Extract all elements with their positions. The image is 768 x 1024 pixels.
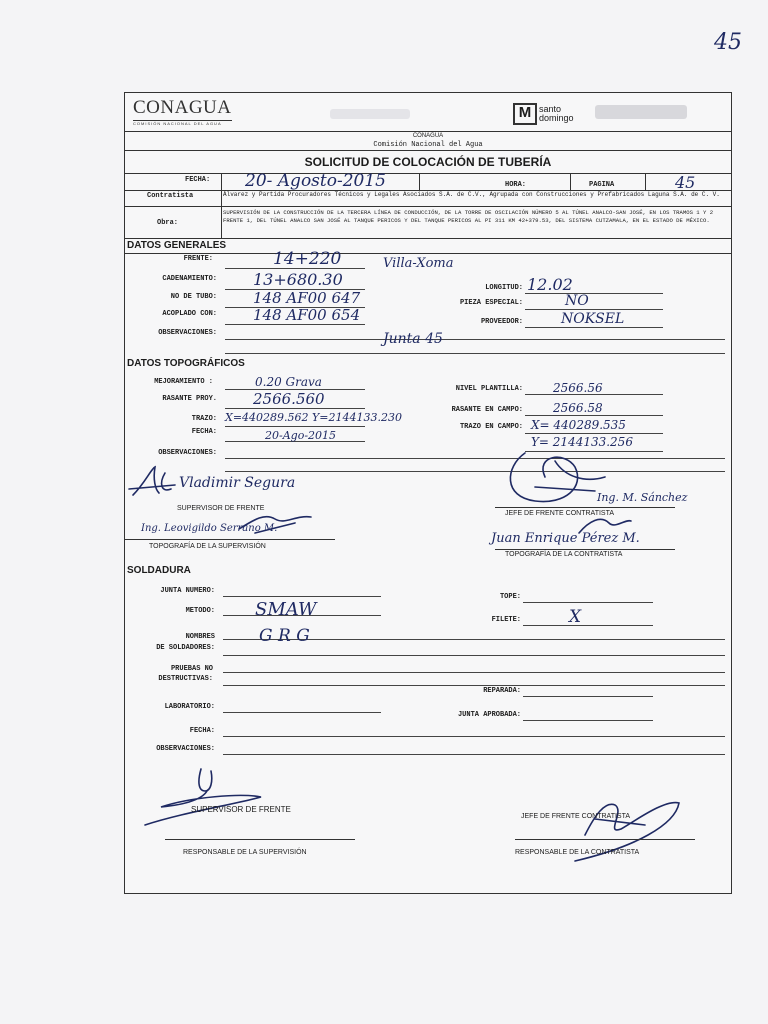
logo-line2: domingo xyxy=(539,113,574,123)
responsable-contratista: RESPONSABLE DE LA CONTRATISTA xyxy=(515,849,640,856)
signature-vladimir xyxy=(125,463,185,503)
fecha-value: 20- Agosto-2015 xyxy=(245,171,386,191)
form-title: SOLICITUD DE COLOCACIÓN DE TUBERÍA xyxy=(304,155,552,169)
nivel-value: 2566.56 xyxy=(553,381,603,395)
page-number: 45 xyxy=(714,30,742,55)
nombres-label-1: NOMBRES xyxy=(185,633,215,641)
filete-value: X xyxy=(569,607,582,627)
jefe-frente-role-2: JEFE DE FRENTE CONTRATISTA xyxy=(521,813,631,820)
pagina-label: PAGINA xyxy=(589,181,615,189)
signature-topografia-supervision xyxy=(235,509,315,539)
datos-topograficos-title: DATOS TOPOGRÁFICOS xyxy=(127,358,245,369)
trazo-value: X=440289.562 Y=2144133.230 xyxy=(225,411,402,424)
acoplado-value: 148 AF00 654 xyxy=(253,306,361,324)
cadenamiento-value: 13+680.30 xyxy=(253,270,343,289)
rasante-prov-label: RASANTE PROY. xyxy=(162,395,217,403)
datos-generales-title: DATOS GENERALES xyxy=(127,240,227,251)
jefe-frente-name: Ing. M. Sánchez xyxy=(597,491,688,504)
rasante-prov-value: 2566.560 xyxy=(253,390,325,408)
fecha-topo-value: 20-Ago-2015 xyxy=(265,429,337,442)
contratista-label: Contratista xyxy=(147,192,194,200)
mejoramiento-label: MEJORAMIENTO : xyxy=(154,378,213,386)
topografia-name-1: Ing. Leovigildo Serrano M. xyxy=(141,523,278,534)
longitud-label: LONGITUD: xyxy=(485,284,523,292)
supervisor-name-1: Vladimir Segura xyxy=(179,475,296,491)
metodo-value: SMAW xyxy=(255,599,317,620)
reparada-label: REPARADA: xyxy=(483,687,521,695)
no-tubo-label: NO DE TUBO: xyxy=(170,293,217,301)
metodo-label: METODO: xyxy=(185,607,215,615)
proveedor-value: NOKSEL xyxy=(561,311,625,327)
soldadura-title: SOLDADURA xyxy=(127,565,191,576)
nombres-label-2: DE SOLDADORES: xyxy=(156,644,215,652)
trazo-campo-y: Y= 2144133.256 xyxy=(531,435,633,449)
responsable-supervision: RESPONSABLE DE LA SUPERVISIÓN xyxy=(183,849,307,856)
obra-value: SUPERVISIÓN DE LA CONSTRUCCIÓN DE LA TERCERA LÍNEA DE CONDUCCIÓN, DE LA TORRE DE OSCILACIÓN NÚMERO 5 AL TÚNEL ANALCO-SAN JOSÉ, EN LOS TRAMOS 1 Y 2 FRENTE 1, DEL TÚNEL ANALCO SAN JOSÉ AL TANQUE PERICOS Y DEL TANQUE PERICOS AL PI 311 KM 42+379.53, DEL SISTEMA CUTZAMALA, EN EL ESTADO DE MÉXICO. xyxy=(223,209,714,224)
nombres-value: G R G xyxy=(259,626,310,646)
proveedor-label: PROVEEDOR: xyxy=(480,318,523,326)
topografia-role-1: TOPOGRAFÍA DE LA SUPERVISIÓN xyxy=(149,543,266,550)
signature-supervisor-2 xyxy=(141,761,271,831)
observaciones-label-1: OBSERVACIONES: xyxy=(158,329,217,337)
observaciones-label-3: OBSERVACIONES: xyxy=(156,745,215,753)
fecha-label: FECHA: xyxy=(185,176,211,184)
pruebas-label-1: PRUEBAS NO xyxy=(170,665,213,673)
pieza-label: PIEZA ESPECIAL: xyxy=(459,299,523,307)
laboratorio-label: LABORATORIO: xyxy=(164,703,215,711)
fecha-topo-label: FECHA: xyxy=(191,428,217,436)
obra-label: Obra: xyxy=(157,219,179,227)
pagina-value: 45 xyxy=(675,173,696,192)
observaciones-label-2: OBSERVACIONES: xyxy=(158,449,217,457)
pruebas-label-2: DESTRUCTIVAS: xyxy=(158,675,213,683)
logo-line1: santo xyxy=(539,104,562,114)
supervisor-role-2: SUPERVISOR DE FRENTE xyxy=(191,805,291,814)
cadenamiento-label: CADENAMIENTO: xyxy=(162,275,217,283)
rasante-campo-label: RASANTE EN CAMPO: xyxy=(451,406,523,414)
frente-value: 14+220 xyxy=(273,249,342,269)
mejoramiento-value: 0.20 Grava xyxy=(255,375,322,389)
form-sheet xyxy=(124,92,732,894)
logo-subtitle: COMISIÓN NACIONAL DEL AGUA xyxy=(133,120,232,126)
nivel-label: NIVEL PLANTILLA: xyxy=(455,385,523,393)
trazo-label: TRAZO: xyxy=(191,415,217,423)
header-faded-text xyxy=(330,109,410,119)
tope-label: TOPE: xyxy=(499,593,521,601)
rasante-campo-value: 2566.58 xyxy=(553,401,603,415)
header-stamp xyxy=(595,105,687,119)
org-name: CONAGUA xyxy=(412,133,444,139)
acoplado-label: ACOPLADO CON: xyxy=(162,310,217,318)
junta-aprobada-label: JUNTA APROBADA: xyxy=(457,711,521,719)
observaciones-value-1: Junta 45 xyxy=(383,331,443,347)
frente-extra: Villa-Xoma xyxy=(383,256,454,271)
topografia-role-2: TOPOGRAFÍA DE LA CONTRATISTA xyxy=(505,551,623,558)
topografia-contratista-name: Juan Enrique Pérez M. xyxy=(491,531,640,546)
trazo-campo-label: TRAZO EN CAMPO: xyxy=(459,423,523,431)
org-full-name: Comisión Nacional del Agua xyxy=(373,141,483,149)
signature-topografia-contratista xyxy=(575,511,635,541)
jefe-frente-role-1: JEFE DE FRENTE CONTRATISTA xyxy=(505,510,615,517)
contratista-value: Álvarez y Partida Procuradores Técnicos y Legales Asociados S.A. de C.V., Agrupada con Construcciones y Prefabricados Laguna S.A. de C. V. xyxy=(223,191,720,198)
pieza-value: NO xyxy=(565,293,589,309)
m-logo-icon: M xyxy=(513,103,537,125)
no-tubo-value: 148 AF00 647 xyxy=(253,289,361,307)
filete-label: FILETE: xyxy=(491,616,521,624)
hora-label: HORA: xyxy=(505,181,527,189)
longitud-value: 12.02 xyxy=(527,275,573,294)
junta-numero-label: JUNTA NUMERO: xyxy=(160,587,215,595)
supervisor-role-1: SUPERVISOR DE FRENTE xyxy=(177,505,265,512)
fecha-soldadura-label: FECHA: xyxy=(189,727,215,735)
conagua-logo: CONAGUA COMISIÓN NACIONAL DEL AGUA xyxy=(133,97,232,126)
trazo-campo-x: X= 440289.535 xyxy=(531,418,626,432)
frente-label: FRENTE: xyxy=(183,255,213,263)
santo-domingo-logo xyxy=(513,103,574,125)
